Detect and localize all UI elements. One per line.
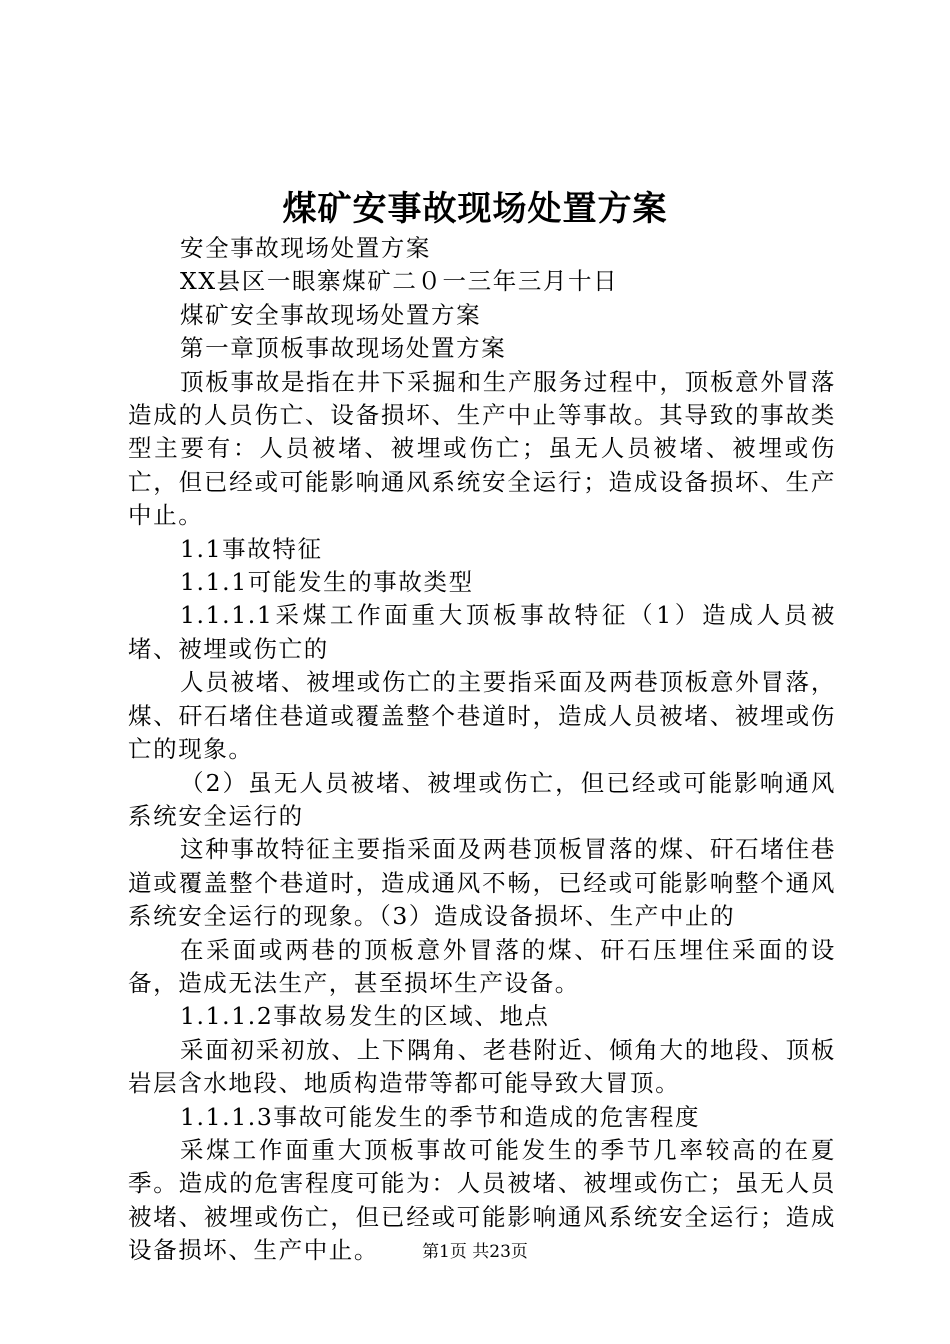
document-body: [128, 232, 836, 1268]
paragraph: 顶板事故是指在井下采掘和生产服务过程中，顶板意外冒落造成的人员伤亡、设备损坏、生产中止等事故。其导致的事故类型主要有：人员被堵、被埋或伤亡；虽无人员被堵、被埋或伤亡，但已经或可能影响通风系统安全运行；造成设备损坏、生产中止。: [128, 367, 836, 530]
paragraph: 安全事故现场处置方案: [180, 234, 431, 262]
paragraph: 1.1.1.1采煤工作面重大顶板事故特征（1）造成人员被堵、被埋或伤亡的: [128, 601, 836, 663]
paragraph: 这种事故特征主要指采面及两巷顶板冒落的煤、矸石堵住巷道或覆盖整个巷道时，造成通风不畅，已经或可能影响整个通风系统安全运行的现象。（3）造成设备损坏、生产中止的: [128, 835, 836, 931]
paragraph: 1.1.1.2事故易发生的区域、地点: [180, 1002, 550, 1031]
paragraph: XX县区一眼寨煤矿二０一三年三月十日: [180, 267, 619, 296]
paragraph: 采煤工作面重大顶板事故可能发生的季节几率较高的在夏季。造成的危害程度可能为：人员被堵、被埋或伤亡；虽无人员被堵、被埋或伤亡，但已经或可能影响通风系统安全运行；造成设备损坏、生产中止。: [128, 1135, 836, 1265]
paragraph: （2）虽无人员被堵、被埋或伤亡，但已经或可能影响通风系统安全运行的: [128, 768, 836, 830]
paragraph: 1.1.1.3事故可能发生的季节和造成的危害程度: [180, 1102, 701, 1131]
page-number-footer: 第1页 共23页: [422, 1242, 528, 1262]
paragraph: 1.1事故特征: [180, 534, 323, 563]
paragraph: 第一章顶板事故现场处置方案: [180, 334, 507, 363]
paragraph: 采面初采初放、上下隅角、老巷附近、倾角大的地段、顶板岩层含水地段、地质构造带等都可能导致大冒顶。: [128, 1035, 836, 1098]
document-title: 煤矿安事故现场处置方案: [282, 189, 668, 229]
paragraph: 人员被堵、被埋或伤亡的主要指采面及两巷顶板意外冒落，煤、矸石堵住巷道或覆盖整个巷道时，造成人员被堵、被埋或伤亡的现象。: [128, 668, 836, 764]
paragraph: 煤矿安全事故现场处置方案: [180, 300, 482, 329]
paragraph: 在采面或两巷的顶板意外冒落的煤、矸石压埋住采面的设备，造成无法生产，甚至损坏生产设备。: [128, 935, 836, 997]
paragraph: 1.1.1可能发生的事故类型: [180, 568, 474, 597]
